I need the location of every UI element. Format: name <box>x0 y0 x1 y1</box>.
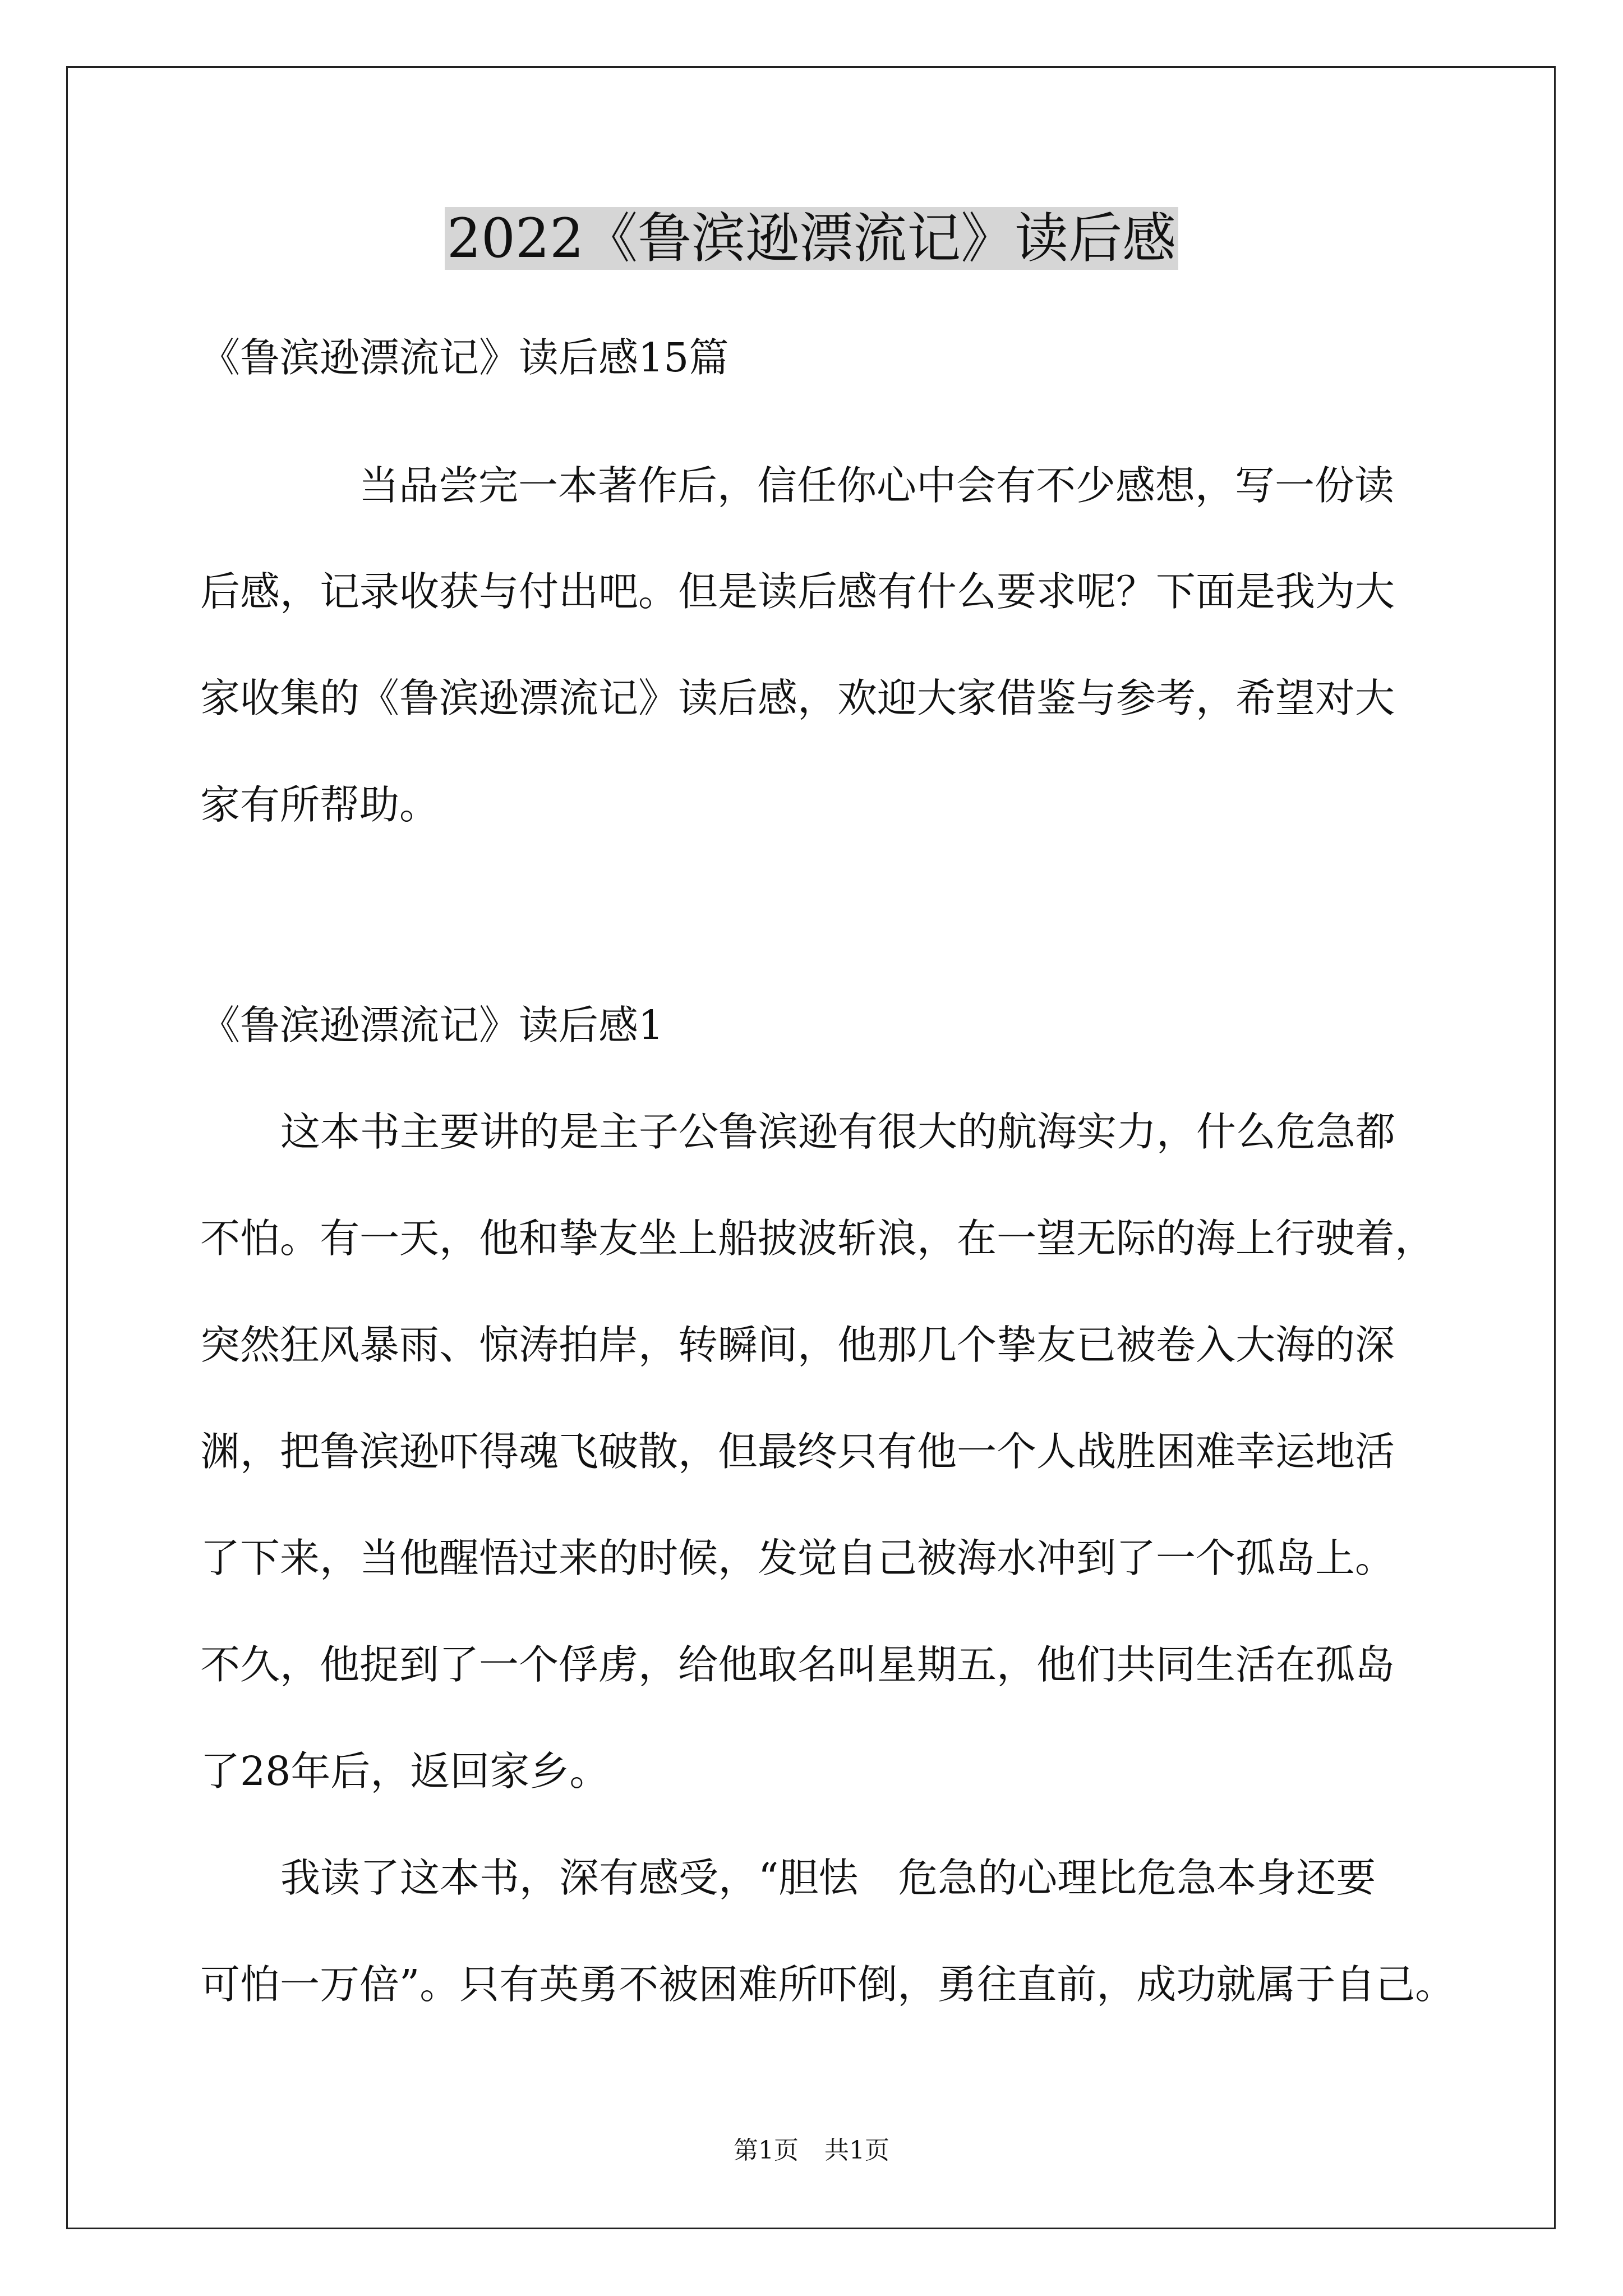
document-subtitle: 《鲁滨逊漂流记》读后感15篇 <box>200 334 729 381</box>
paragraph1-line-7: 了28年后，返回家乡。 <box>200 1748 610 1795</box>
paragraph1-line-6: 不久，他捉到了一个俘虏，给他取名叫星期五，他们共同生活在孤岛 <box>200 1641 1395 1688</box>
document-title <box>0 202 1623 275</box>
paragraph1-line-5: 了下来，当他醒悟过来的时候，发觉自己被海水冲到了一个孤岛上。 <box>200 1535 1395 1581</box>
intro-line-1: 当品尝完一本著作后，信任你心中会有不少感想，写一份读 <box>359 462 1395 509</box>
intro-line-4: 家有所帮助。 <box>200 781 440 828</box>
footer-page-number: 第1页 <box>734 2136 799 2165</box>
paragraph1-line-3: 突然狂风暴雨、惊涛拍岸，转瞬间，他那几个挚友已被卷入大海的深 <box>200 1322 1395 1368</box>
document-title-text: 2022《鲁滨逊漂流记》读后感 <box>445 207 1178 270</box>
paragraph1-line-1: 这本书主要讲的是主子公鲁滨逊有很大的航海实力，什么危急都 <box>280 1108 1396 1155</box>
paragraph1-line-2: 不怕。有一天，他和挚友坐上船披波斩浪，在一望无际的海上行驶着， <box>200 1215 1435 1262</box>
page-footer <box>0 2134 1623 2168</box>
footer-total-pages: 共1页 <box>824 2136 889 2165</box>
paragraph2-line-1: 我读了这本书，深有感受，“胆怯 危急的心理比危急本身还要 <box>280 1855 1376 1901</box>
intro-line-2: 后感，记录收获与付出吧。但是读后感有什么要求呢？下面是我为大 <box>200 568 1395 615</box>
paragraph1-line-4: 渊，把鲁滨逊吓得魂飞破散，但最终只有他一个人战胜困难幸运地活 <box>200 1428 1395 1475</box>
section-heading: 《鲁滨逊漂流记》读后感1 <box>200 1002 664 1048</box>
intro-line-3: 家收集的《鲁滨逊漂流记》读后感，欢迎大家借鉴与参考，希望对大 <box>200 675 1395 721</box>
paragraph2-line-2: 可怕一万倍”。只有英勇不被困难所吓倒，勇往直前，成功就属于自己。 <box>200 1961 1455 2008</box>
